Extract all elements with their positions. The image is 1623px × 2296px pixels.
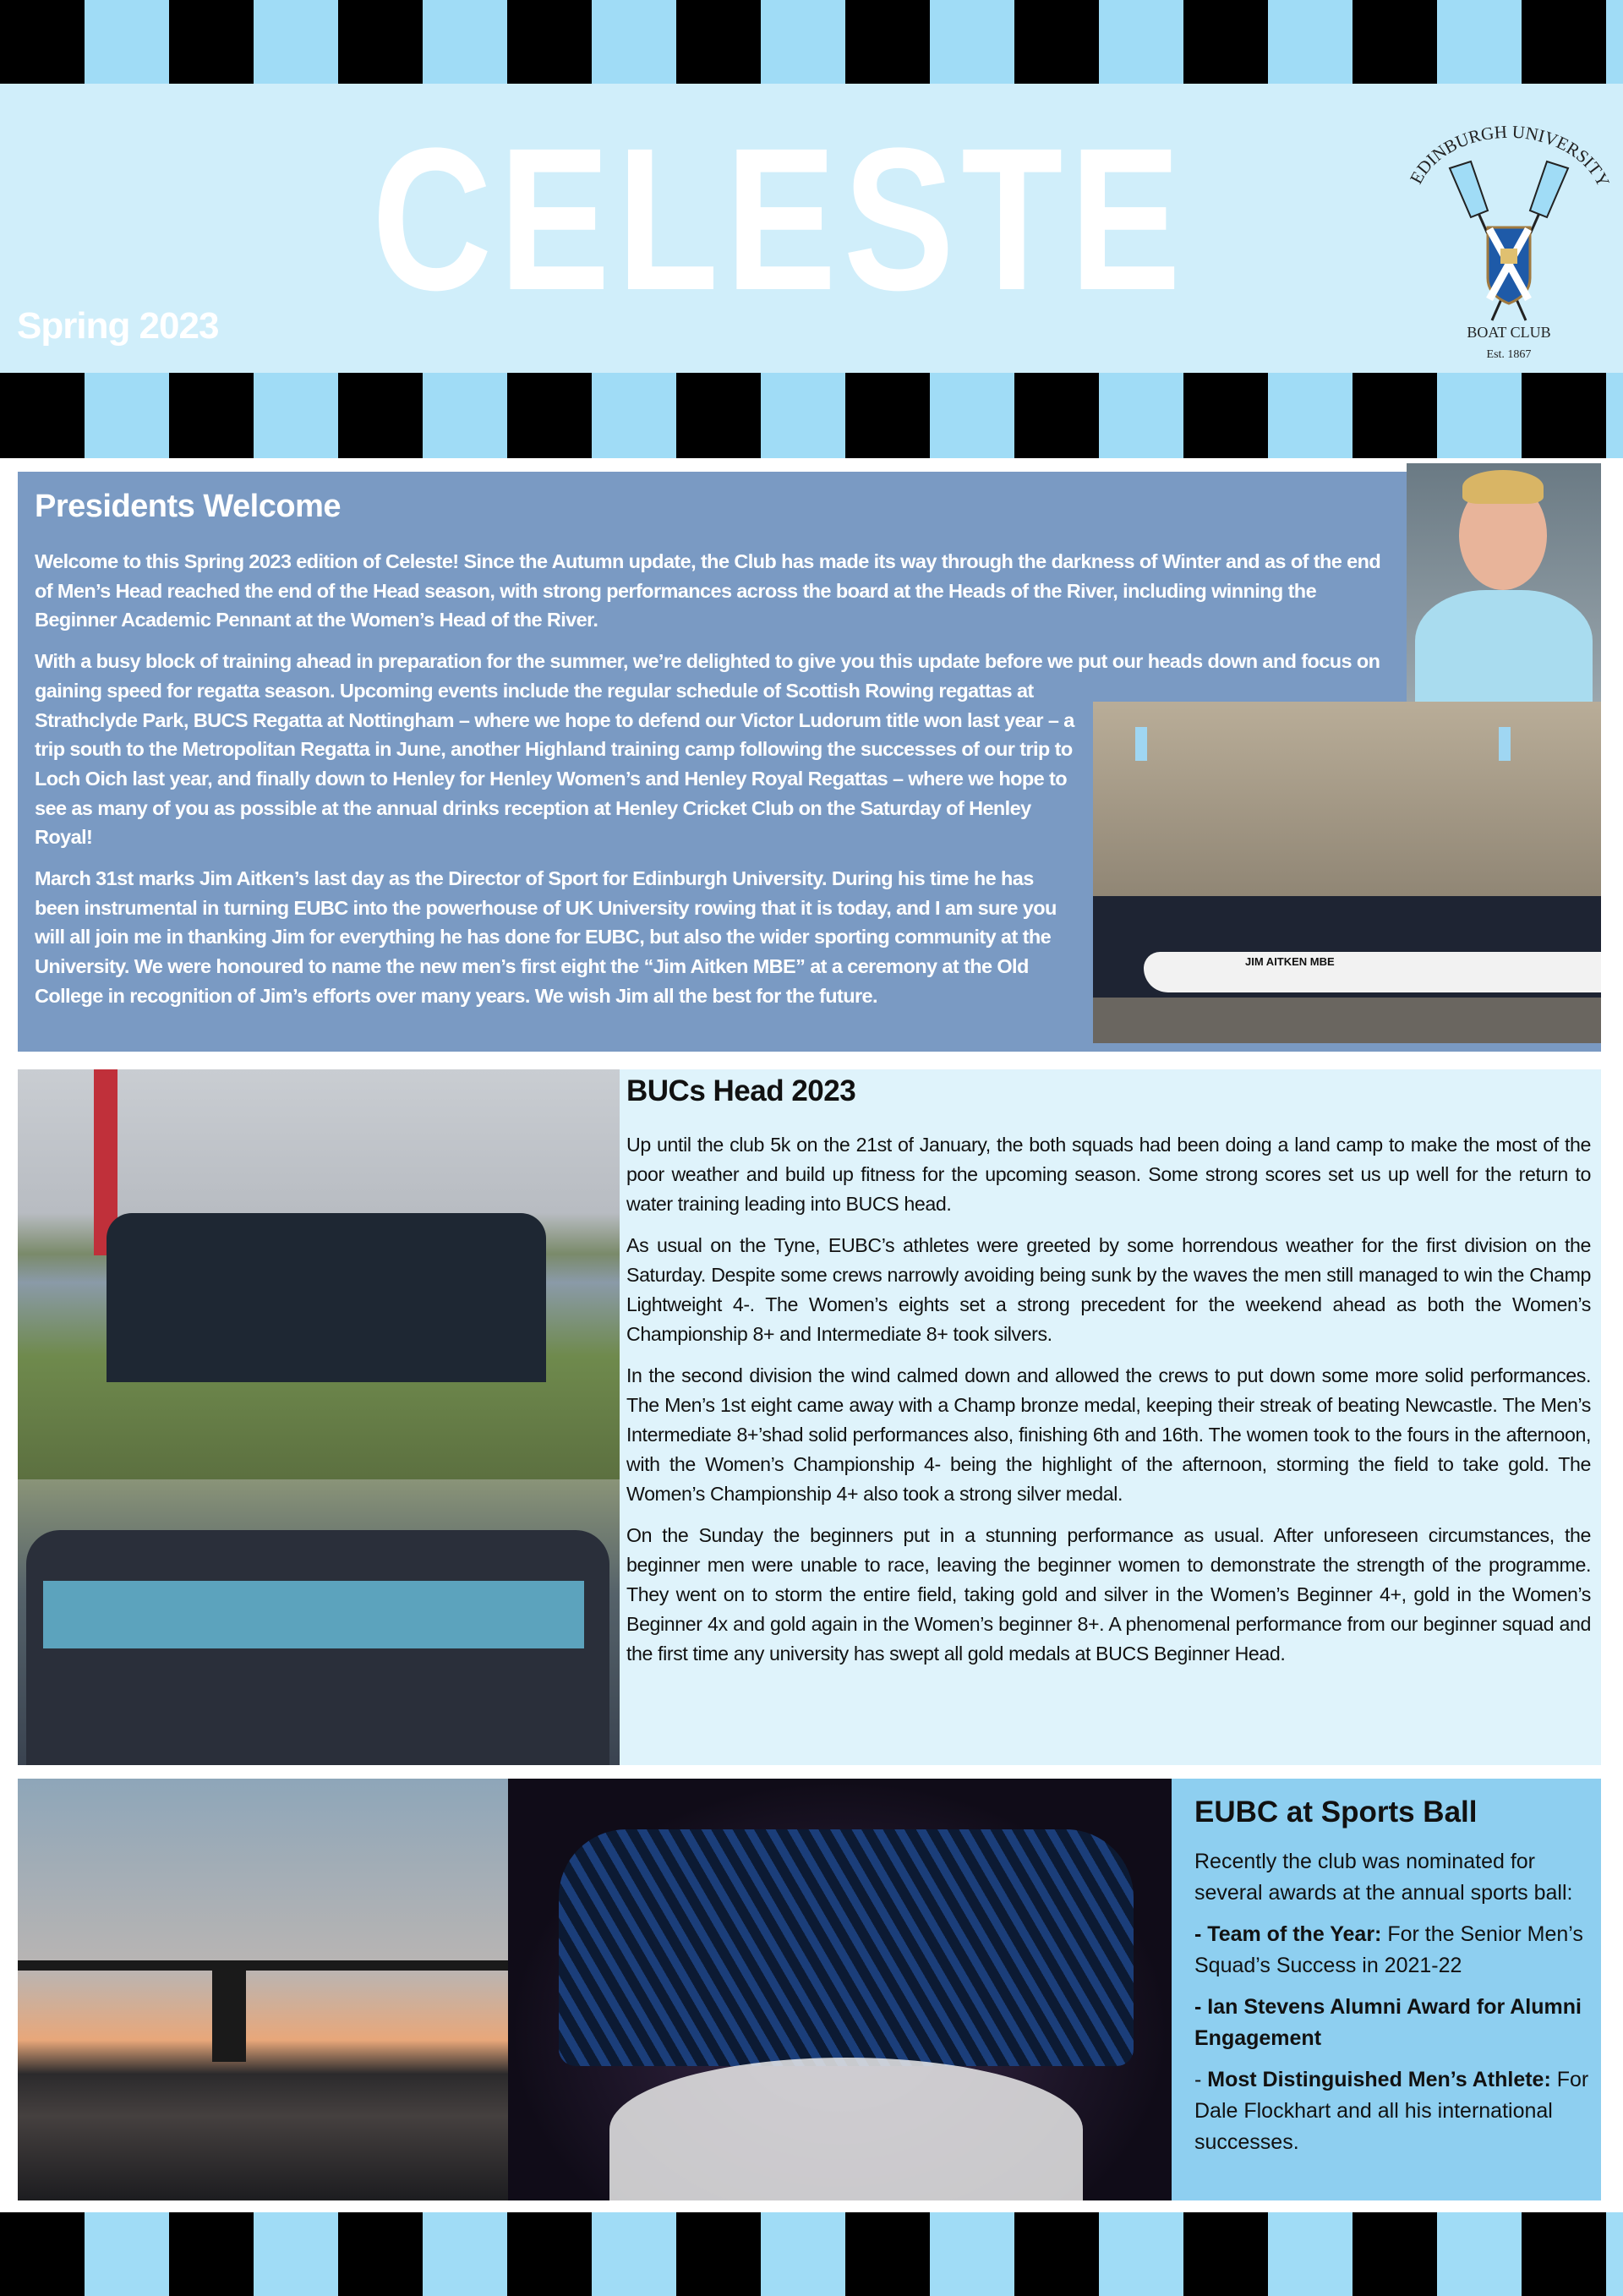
presidents-paragraph: Welcome to this Spring 2023 edition of Celeste! Since the Autumn update, the Club has made its way through the darkness of Winter and as of the end of Men’s Head reached the end of the Head season, with strong performances across the board at the Heads of the River, including winning the Beginner Academic Pennant at the Women’s Head of the River.	[35, 550, 1381, 631]
presidents-paragraph: March 31st marks Jim Aitken’s last day as the Director of Sport for Edinburgh University. During his time he has been instrumental in turning EUBC into the powerhouse of UK University rowing that it is today, and I am sure you will all join me in thanking Jim for everything he has done for EUBC, but also the wider sporting community at the University. We were honoured to name the new men’s first eight the “Jim Aitken MBE” at a ceremony at the Old College in recognition of Jim’s efforts over many years. We wish Jim all the best for the future.	[35, 867, 1057, 1007]
bucs-paragraph: On the Sunday the beginners put in a stunning performance as usual. After unforeseen circumstances, the beginner men were unable to race, leaving the beginner women to demonstrate the strength of the programme. They went on to storm the entire field, taking gold and silver in the Women’s Beginner 4+, gold in the Women’s Beginner 4x and gold again in the Women’s beginner 8+. A phenomenal performance from our beginner squad and the first time any university has swept all gold medals at BUCS Beginner Head.	[626, 1524, 1591, 1665]
award-name: Team of the Year:	[1207, 1922, 1382, 1946]
bucs-head-title: BUCs Head 2023	[626, 1074, 856, 1107]
boat-club-logo	[1403, 109, 1615, 363]
award-prefix: -	[1194, 1922, 1208, 1946]
award-name: Ian Stevens Alumni Award for Alumni Engagement	[1194, 1995, 1582, 2050]
award-name: Most Distinguished Men’s Athlete:	[1207, 2068, 1551, 2091]
jim-aitken-group-photo	[1093, 702, 1601, 1043]
sports-ball-section	[1172, 1779, 1601, 2200]
top-stripe-band	[0, 0, 1623, 84]
sports-ball-row	[18, 1779, 1601, 2200]
bucs-row	[18, 1069, 1601, 1765]
newsletter-title: CELESTE	[372, 106, 1189, 332]
logo-top-text: EDINBURGH UNIVERSITY	[1405, 121, 1614, 190]
boat-name-label: JIM AITKEN MBE	[1245, 955, 1335, 968]
bottom-stripe-band	[0, 2212, 1623, 2296]
bucs-photos	[18, 1069, 620, 1765]
sports-ball-title: EUBC at Sports Ball	[1194, 1796, 1478, 1829]
bucs-paragraph: In the second division the wind calmed down and allowed the crews to put down some more solid performances. The Men’s 1st eight came away with a Champ bronze medal, keeping their streak of beating Newcastle. The Men’s Intermediate 8+’shad solid performances also, finishing 6th and 16th. The women took to the fours in the afternoon, with the Women’s Championship 4- being the highlight of the afternoon, storming the field to take gold. The Women’s Championship 4+ also took a strong silver medal.	[626, 1364, 1591, 1505]
award-prefix: -	[1194, 1995, 1208, 2019]
svg-text:EDINBURGH UNIVERSITY	[1406, 122, 1614, 190]
president-portrait-photo	[1407, 463, 1601, 702]
sports-ball-intro: Recently the club was nominated for several awards at the annual sports ball:	[1194, 1850, 1573, 1905]
bucs-riverbank-team-photo	[18, 1069, 620, 1479]
river-sunset-photo	[18, 1779, 508, 2200]
award-item	[1194, 1992, 1589, 2054]
edition-label: Spring 2023	[17, 305, 219, 347]
header-stripe-band	[0, 373, 1623, 458]
award-item	[1194, 2064, 1589, 2158]
award-description: For the Senior Men’s Squad’s Success in 2021-22	[1194, 1922, 1583, 1977]
masthead	[0, 84, 1623, 373]
bucs-paragraph: As usual on the Tyne, EUBC’s athletes were greeted by some horrendous weather for the first division on the Saturday. Despite some crews narrowly avoiding being sunk by the waves the men still managed to win the Champ Lightweight 4-. The Women’s eights set a strong precedent for the weekend ahead as both the Women’s Championship 8+ and Intermediate 8+ took silvers.	[626, 1234, 1591, 1345]
logo-established: Est. 1867	[1486, 348, 1532, 361]
logo-bottom-text: BOAT CLUB	[1467, 324, 1551, 341]
award-description: For Dale Flockhart and all his international successes.	[1194, 2068, 1589, 2154]
bucs-paragraph: Up until the club 5k on the 21st of January, the both squads had been doing a land camp to make the most of the poor weather and build up fitness for the upcoming season. Some strong scores set us up well for the return to water training leading into BUCS head.	[626, 1134, 1591, 1215]
award-prefix: -	[1194, 2068, 1208, 2091]
bucs-women-medal-photo	[18, 1479, 620, 1765]
presidents-paragraph: With a busy block of training ahead in preparation for the summer, we’re delighted to give you this update before we put our heads down and focus on gaining speed for regatta season. Upcoming events include the regular schedule of Scottish Rowing regattas at Strathclyde Park, BUCS Regatta at Nottingham – where we hope to defend our Victor Ludorum title won last year – a trip south to the Metropolitan Regatta in June, another Highland training camp following the successes of our trip to Loch Oich last year, and finally down to Henley for Henley Women’s and Henley Royal Regattas – where we hope to see as many of you as possible at the annual drinks reception at Henley Cricket Club on the Saturday of Henley Royal!	[35, 650, 1380, 849]
sports-ball-team-photo	[508, 1779, 1172, 2200]
presidents-welcome-title: Presidents Welcome	[35, 489, 342, 524]
presidents-welcome-section	[18, 472, 1601, 1052]
award-item	[1194, 1919, 1589, 1982]
bucs-head-section	[620, 1069, 1601, 1765]
